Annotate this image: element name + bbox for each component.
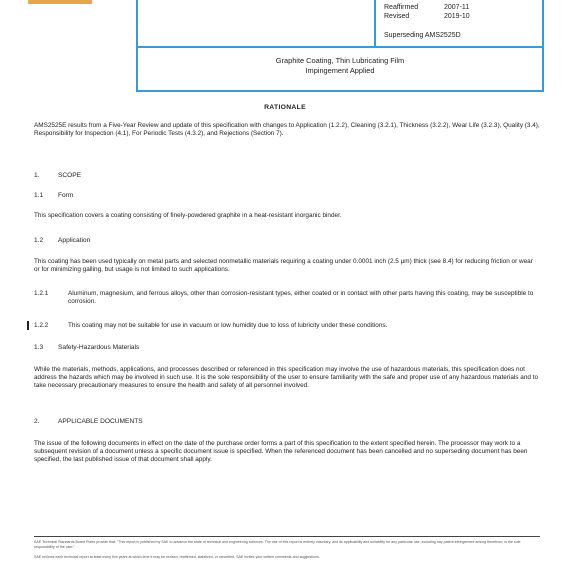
section-1-1-heading: 1.1 Form	[34, 192, 74, 199]
section-1-2-1: 1.2.1 Aluminum, magnesium, and ferrous alloys, other than corrosion-resistant types, either coated or in contact with other parts having this coating, may be susceptible to corrosion.	[34, 290, 534, 306]
change-bar	[27, 321, 29, 330]
rationale-text: AMS2525E results from a Five-Year Review and update of this specification with changes to Application (1.2.2), Cleaning (3.2.1), Thickness (3.2.2), Wear Life (3.2.3), Quality (3.4), Responsibility for Inspection (4.1), For Periodic Tests (4.3.2), and Rejections (Section 7).	[34, 122, 540, 138]
title-line-1: Graphite Coating, Thin Lubricating Film	[275, 56, 405, 65]
meta-revised: Revised 2019-10	[384, 13, 470, 20]
document-title	[138, 56, 542, 76]
section-1-3-heading: 1.3 Safety-Hazardous Materials	[34, 344, 140, 351]
title-line-2: Impingement Applied	[305, 66, 375, 75]
footer-disclaimer: SAE Technical Standards Board Rules provide that: "This report is published by SAE to advance the state of technical and engineering sciences. The use of this report is entirely voluntary, and its applicability and suitability for any particular use, including any patent infringement arising therefrom, is the sole responsibility of the user."	[34, 540, 521, 549]
section-1-2-heading: 1.2 Application	[34, 237, 91, 244]
document-header	[136, 0, 544, 92]
footer-review-note: SAE reviews each technical report at least every five years at which time it may be revised, reaffirmed, stabilized, or cancelled. SAE invites your written comments and suggestions.	[34, 555, 320, 559]
footer-rule	[34, 536, 540, 537]
header-top-row	[138, 0, 542, 48]
section-1-3-text: While the materials, methods, applications, and processes described or referenced in this specification may involve the use of hazardous materials, this specification does not address the hazards which may be involved in such use. It is the sole responsibility of the user to ensure familiarity with the safe and proper use of any hazardous materials and to take necessary precautionary measures to ensure the health and safety of all personnel involved.	[34, 366, 539, 390]
rationale-heading: RATIONALE	[264, 104, 306, 111]
section-1-2-text: This coating has been used typically on metal parts and selected nonmetallic materials requiring a coating under 0.0001 inch (2.5 µm) thick (see 8.4) for reducing friction or wear or for minimizing galling, but usage is not limited to such applications.	[34, 258, 533, 274]
section-2-heading: 2. APPLICABLE DOCUMENTS	[34, 418, 143, 425]
section-1-2-2: 1.2.2 This coating may not be suitable for use in vacuum or low humidity due to loss of lubricity under these conditions.	[34, 322, 388, 329]
section-2-text: The issue of the following documents in effect on the date of the purchase order forms a part of this specification to the extent specified herein. The processor may work to a subsequent revision of a document unless a specific document issue is specified. When the referenced document has been cancelled and no superseding document has been specified, the last published issue of that document shall apply.	[34, 440, 528, 464]
meta-superseding: Superseding AMS2525D	[384, 32, 461, 39]
header-divider	[374, 0, 376, 46]
section-1-heading: 1. SCOPE	[34, 172, 82, 179]
sae-logo	[28, 0, 92, 4]
meta-reaffirmed: Reaffirmed 2007-11	[384, 4, 470, 11]
section-1-1-text: This specification covers a coating consisting of finely-powdered graphite in a heat-resistant inorganic binder.	[34, 212, 342, 219]
